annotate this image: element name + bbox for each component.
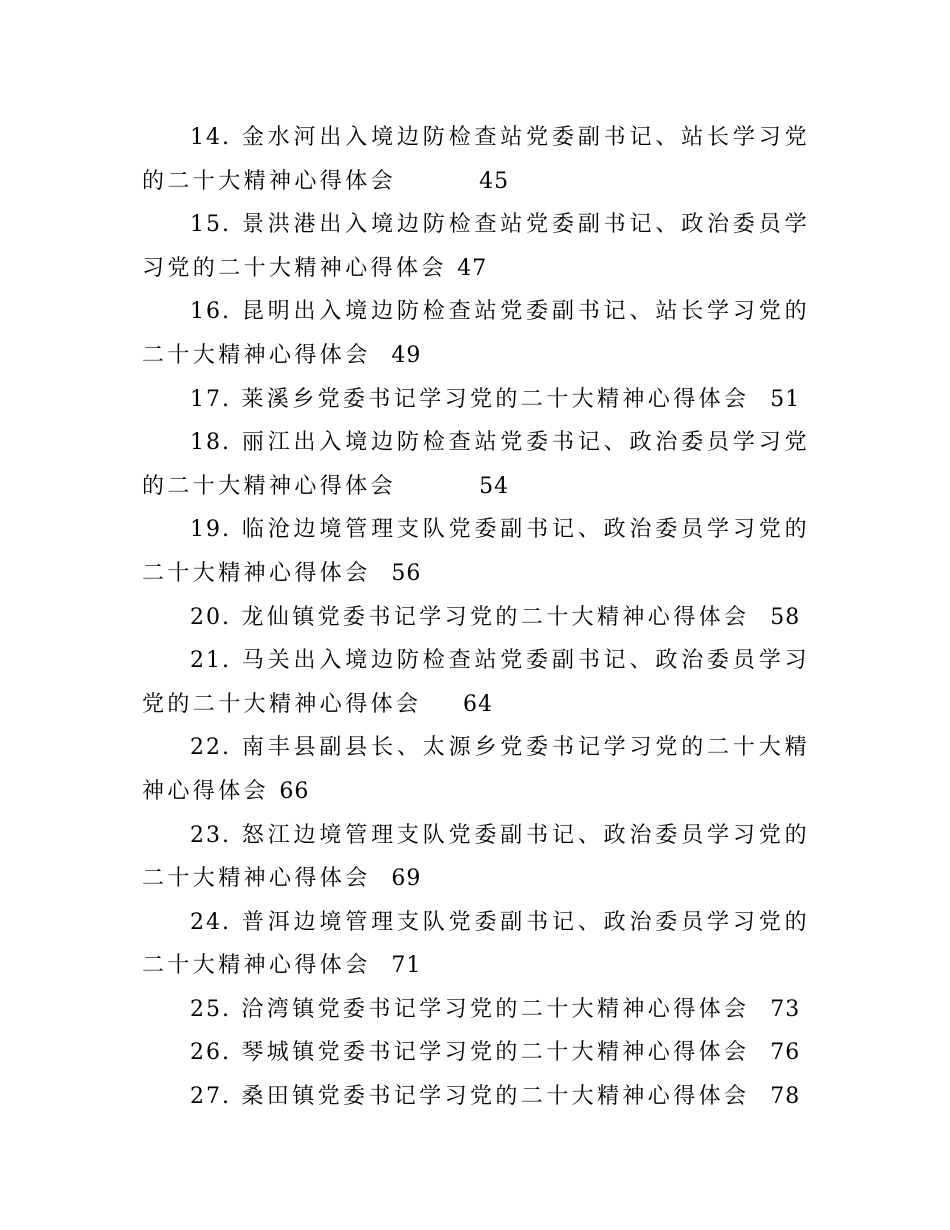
entry-page-number: 76 [770,1040,801,1066]
entry-number: 15. [190,212,231,238]
entry-number: 16. [190,299,231,325]
entry-title: 丽江出入境边防检查站党委书记、政治委员学习党的二十大精神心得体会 [142,430,810,499]
entry-title: 昆明出入境边防检查站党委副书记、站长学习党的二十大精神心得体会 [142,299,810,368]
entry-title: 普洱边境管理支队党委副书记、政治委员学习党的二十大精神心得体会 [142,909,810,979]
entry-number: 19. [190,517,231,543]
toc-entry-18[interactable] [142,421,810,508]
entry-number: 17. [190,386,231,412]
entry-gap [396,169,479,194]
toc-entry-20[interactable] [142,596,810,640]
entry-page-number: 51 [770,386,801,412]
toc-entry-26[interactable] [142,1031,810,1075]
toc-entry-17[interactable] [142,378,810,422]
entry-number: 21. [190,648,231,674]
entry-title: 马关出入境边防检查站党委副书记、政治委员学习党的二十大精神心得体会 [142,648,810,717]
entry-gap [749,997,770,1022]
entry-page-number: 47 [457,255,488,281]
toc-entry-16[interactable] [142,290,810,377]
entry-gap [749,387,770,412]
toc-entry-21[interactable] [142,639,810,726]
entry-number: 20. [190,604,231,630]
entry-gap [396,474,479,499]
entry-title: 桑田镇党委书记学习党的二十大精神心得体会 [241,1084,750,1110]
entry-number: 24. [190,909,231,935]
entry-page-number: 56 [391,560,422,586]
entry-page-number: 54 [479,473,510,499]
entry-title: 南丰县副县长、太源乡党委书记学习党的二十大精神心得体会 [142,735,810,804]
entry-page-number: 64 [462,691,493,717]
entry-gap [371,343,392,368]
entry-gap [371,561,392,586]
entry-title: 洽湾镇党委书记学习党的二十大精神心得体会 [241,996,750,1022]
entry-title: 龙仙镇党委书记学习党的二十大精神心得体会 [241,604,750,630]
entry-title: 怒江边境管理支队党委副书记、政治委员学习党的二十大精神心得体会 [142,822,810,892]
entry-gap [371,953,392,978]
entry-number: 18. [190,430,231,456]
entry-page-number: 71 [391,953,422,979]
entry-number: 23. [190,822,231,848]
toc-entry-27[interactable] [142,1075,810,1119]
toc-entry-25[interactable] [142,988,810,1032]
entry-page-number: 78 [770,1084,801,1110]
entry-gap [371,866,392,891]
entry-page-number: 69 [391,866,422,892]
entry-page-number: 66 [279,778,310,804]
entry-title: 莱溪乡党委书记学习党的二十大精神心得体会 [241,386,750,412]
entry-gap [749,1084,770,1109]
entry-number: 25. [190,996,231,1022]
entry-number: 14. [190,125,231,150]
entry-gap [269,779,279,804]
toc-entry-24[interactable] [142,901,810,988]
entry-title: 景洪港出入境边防检查站党委副书记、政治委员学习党的二十大精神心得体会 [142,212,810,281]
entry-gap [447,256,457,281]
entry-gap [421,692,463,717]
entry-page-number: 73 [770,996,801,1022]
entry-number: 27. [190,1084,231,1110]
toc-entry-14[interactable] [142,116,810,203]
toc-entry-15[interactable] [142,203,810,290]
entry-gap [749,1040,770,1065]
entry-number: 26. [190,1040,231,1066]
entry-page-number: 58 [770,604,801,630]
entry-title: 琴城镇党委书记学习党的二十大精神心得体会 [241,1040,750,1066]
entry-title: 临沧边境管理支队党委副书记、政治委员学习党的二十大精神心得体会 [142,517,810,586]
entry-gap [749,605,770,630]
toc-entry-19[interactable] [142,508,810,595]
table-of-contents [142,116,810,1119]
toc-entry-23[interactable] [142,814,810,901]
entry-page-number: 49 [391,342,422,368]
toc-entry-22[interactable] [142,726,810,813]
entry-page-number: 45 [479,168,510,194]
entry-number: 22. [190,735,231,761]
entry-title: 金水河出入境边防检查站党委副书记、站长学习党的二十大精神心得体会 [142,125,810,194]
